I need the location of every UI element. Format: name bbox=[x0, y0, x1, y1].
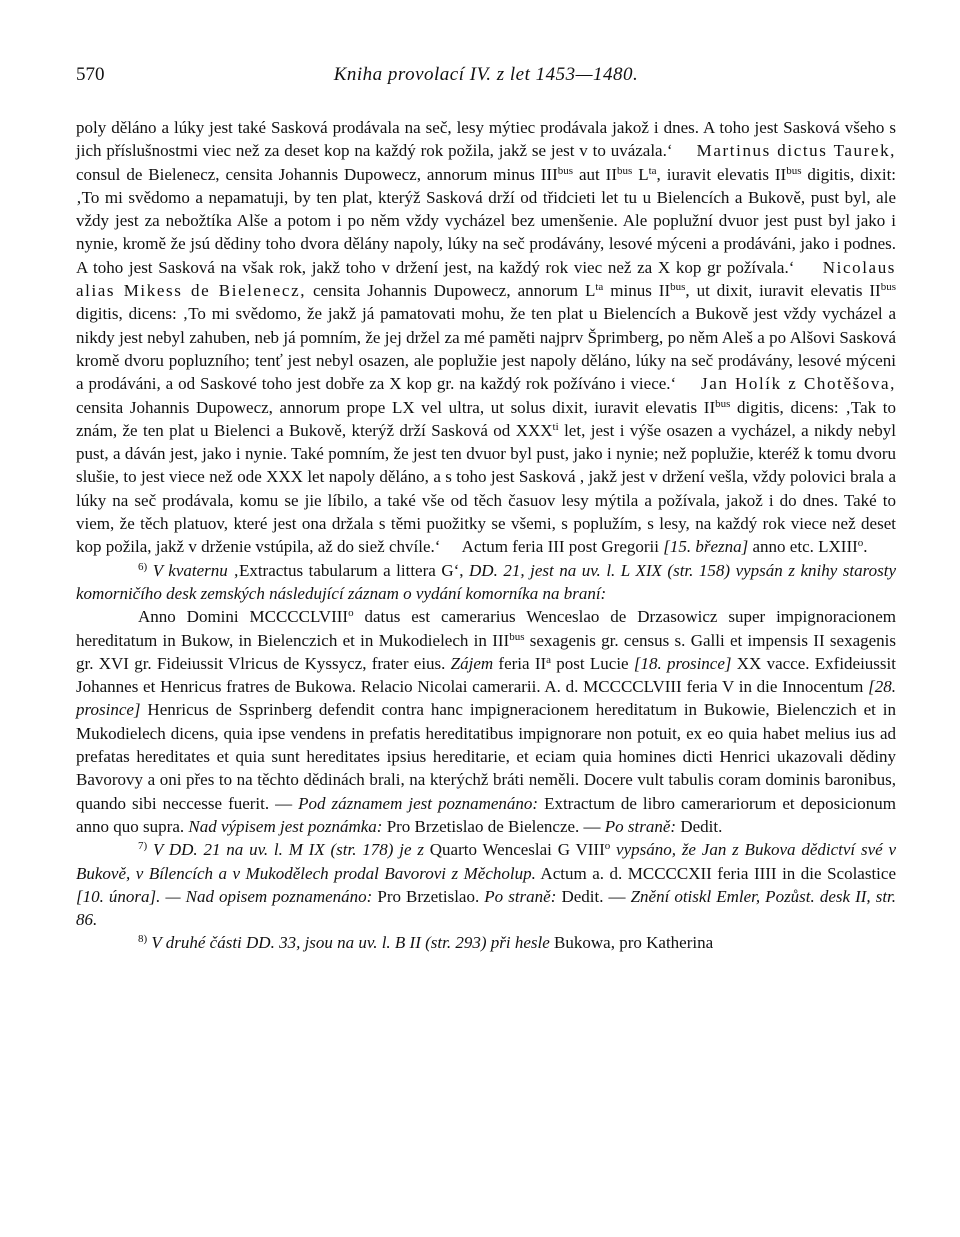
text-run: digitis, dicens: ‚Tak to znám, že ten plat u Bielenci a Bukově, kterýž drží Sasková od XXX bbox=[76, 397, 896, 440]
text-run: censita Johannis Dupowecz, annorum L bbox=[306, 281, 596, 301]
text-run: , iuravit elevatis II bbox=[656, 164, 787, 184]
superscript: bus bbox=[715, 397, 731, 410]
italic-run: V DD. 21 na uv. l. M IX (str. 178) je z bbox=[147, 840, 424, 860]
text-run: poly děláno a lúky jest také Sasková prodávala na seč, lesy mýtiec prodávala jakož i dnes. A toho jest Sasková všeho s jich příslušnostmi viec než za deset kop na každý rok požila, jakž se jest v to uvázala.‘ bbox=[76, 118, 896, 161]
text-run: Dedit. — bbox=[556, 886, 631, 906]
text-run: Pro Brzetislao. bbox=[372, 886, 485, 906]
text-run: digitis, dicens: ‚To mi svědomo, že jakž já pamatovati mohu, že ten plat u Bielencích a Bukově jest vždy vycházel a nikdy jest nebyl zahuben, neb já pomním, že jej držel za mé paměti najprv Šprimberg, po něm Aleš a po Alšovi Sasková kromě dvoru popluzního; tenť jest nebyl osazen, ale poplužie jest napoly děláno, lúky na seč prodávány, lesové mýceni a prodáváni, a od Saskové toho jest dobře za X kop gr. na každý rok požíváno i viece.‘ bbox=[76, 304, 896, 394]
text-run: sexagenis gr. census s. Galli et impensis II sexagenis gr. XVI gr. Fideiussit Vlricus de Kyssycz, frater eius. bbox=[76, 630, 896, 673]
text-run: censita Johannis Dupowecz, annorum prope LX vel ultra, ut solus dixit, iuravit elevatis II bbox=[76, 397, 716, 417]
page-body bbox=[76, 116, 896, 955]
footnote-7 bbox=[76, 838, 896, 931]
text-run: post Lucie bbox=[551, 653, 634, 673]
italic-run: Znění otiskl Emler, Pozůst. desk II, str. 86. bbox=[76, 886, 897, 930]
superscript: bus bbox=[670, 281, 686, 294]
superscript: ta bbox=[648, 164, 657, 177]
superscript: bus bbox=[557, 164, 574, 177]
footnote-8 bbox=[76, 931, 896, 954]
italic-run: Po straně: bbox=[604, 816, 677, 836]
text-run: Actum feria III post Gregorii bbox=[461, 537, 664, 557]
text-run: Anno Domini MCCCCLVIII bbox=[138, 607, 349, 627]
text-run: feria II bbox=[493, 653, 547, 673]
witness-name: Nicolaus alias Mikess de Bielenecz, bbox=[76, 257, 897, 301]
footnote-6 bbox=[76, 559, 896, 606]
page-header bbox=[76, 64, 896, 90]
superscript: a bbox=[546, 653, 552, 666]
record-paragraph bbox=[76, 605, 896, 838]
footnote-number: 8) bbox=[138, 933, 148, 946]
superscript: o bbox=[857, 537, 864, 550]
superscript: bus bbox=[880, 281, 896, 294]
italic-run: vypsáno, že Jan z Bukova dědictví své v Bukově, v Bílencích a v Mukodělech prodal Bavorovi z Měcholup. bbox=[76, 840, 897, 883]
italic-run: Pod záznamem jest poznamenáno: bbox=[298, 793, 539, 813]
page-number: 570 bbox=[76, 64, 105, 85]
text-run: L bbox=[632, 164, 649, 184]
italic-run: Zájem bbox=[450, 653, 494, 673]
witness-name: Martinus dictus Taurek, bbox=[696, 141, 897, 161]
italic-run: V druhé části DD. 33, jsou na uv. l. B II (str. 293) při hesle bbox=[147, 933, 550, 953]
text-run: Extractum de libro camerariorum et deposicionum anno quo supra. bbox=[76, 793, 896, 836]
italic-run: DD. 21, jest na uv. l. L XIX (str. 158) vypsán z knihy starosty komorničího desk zemských následující záznam o vydání komorníka na braní: bbox=[76, 560, 896, 603]
text-run: , ut dixit, iuravit elevatis II bbox=[685, 281, 881, 301]
text-run: anno etc. LXIII bbox=[748, 537, 858, 557]
text-run: Dedit. bbox=[676, 816, 723, 836]
witness-name: Jan Holík z Chotěšova, bbox=[700, 374, 896, 394]
text-run: datus est camerarius Wenceslao de Drzasowicz super impignoracionem hereditatum in Bukow, in Bielenczich et in Mukodielech in III bbox=[76, 607, 897, 650]
superscript: ti bbox=[552, 420, 559, 433]
text-run: let, jest i výše osazen a vycházel, a nikdy nebyl pust, a dáván jest, jako i nynie. Také pomním, že jest ten dvuor byl pust, jako i nynie; než poplužie, kteréž k tomu dvoru slušie, to jest viece než ode XXX let napoly děláno, a s toho jest Sasková , jakž jest v držení vešla, vždy polovici brala a lúky na seč prodávala, komu se jie líbilo, a také vše od těch časuov lesy mýtila a požívala, jakož i do dnes. Také to viem, že těch platuov, které jest ona držala s těmi puožitky se všemi, s poplužím, s lesy, na každý rok viece než deset kop požila, jakž v drženie vstúpila, až do siež chvíle.‘ bbox=[76, 420, 896, 557]
superscript: bus bbox=[616, 164, 633, 177]
text-run: XX vacce. Exfideiussit Johannes et Henricus fratres de Bukowa. Relacio Nicolai camerarii. A. d. MCCCCLVIII feria V in die Innocentum bbox=[76, 653, 896, 697]
text-run: ‚Extractus tabularum a littera G‘, bbox=[233, 560, 464, 580]
text-run: Henricus de Ssprinberg defendit contra hanc impigneracionem hereditatum in Bukowie, Bielenczich et in Mukodielech dicens, quia ipse vendens in prefatis hereditatibus impignorare non potuit, ex eo quia habet melius ius ad prefatas hereditates et quia sunt hereditates ipsius hereditarie, et eciam quia homines dicti Henrici ukazovali dědiny Bavorovy a oni přes to na těchto dědinách brali, na kterýchž bráti neměli. Docere vult tabulis coram dominis baronibus, quando sibi neccesse fuerit. — bbox=[76, 700, 896, 813]
footnote-number: 7) bbox=[138, 840, 148, 853]
italic-run: Nad výpisem jest poznámka: bbox=[188, 816, 383, 836]
text-run: Bukowa, pro Katherina bbox=[549, 933, 714, 953]
testimony-paragraph bbox=[76, 116, 896, 559]
superscript: bus bbox=[509, 630, 525, 643]
italic-run: Po straně: bbox=[484, 886, 557, 906]
text-run: consul de Bielenecz, censita Johannis Dupowecz, annorum minus III bbox=[76, 164, 558, 184]
italic-run: [28. prosince] bbox=[76, 677, 896, 720]
superscript: ta bbox=[595, 281, 604, 294]
footnote-number: 6) bbox=[138, 560, 148, 573]
text-run: Actum a. d. MCCCCXII feria IIII in die Scolastice bbox=[535, 863, 896, 883]
superscript: o bbox=[348, 607, 354, 620]
italic-run: V kvaternu bbox=[147, 560, 234, 580]
italic-run: [18. prosince] bbox=[633, 653, 732, 673]
text-run: Pro Brzetislao de Bielencze. — bbox=[382, 816, 605, 836]
text-run: Quarto Wenceslai G VIII bbox=[423, 840, 605, 860]
text-run: . bbox=[863, 537, 868, 557]
italic-run: [15. března] bbox=[663, 537, 749, 557]
text-run: aut II bbox=[573, 164, 617, 184]
superscript: bus bbox=[786, 164, 802, 177]
text-run: minus II bbox=[603, 281, 671, 301]
italic-run: [10. února]. — Nad opisem poznamenáno: bbox=[76, 886, 373, 906]
running-title: Kniha provolací IV. z let 1453—1480. bbox=[333, 64, 639, 85]
superscript: o bbox=[604, 840, 611, 853]
text-run: digitis, dixit: ‚To mi svědomo a nepamatuji, by ten plat, kterýž Sasková drží od třidcieti let tu u Bielencích a Bukově, pust byl, ale vždy jest za nebožtíka Alše a potom i po něm vždy vycházel bez umenšenie. Ale poplužní dvuor jest pust byl jako i nynie, kromě že jsú dědiny toho dvora dělány napoly, lúky na seč prodávány, lesové mýceni a prodáváni, jako i podnes. A toho jest Sasková na však rok, jakž toho v držení jest, na každý rok viec než za X kop gr požívala.‘ bbox=[76, 164, 897, 277]
